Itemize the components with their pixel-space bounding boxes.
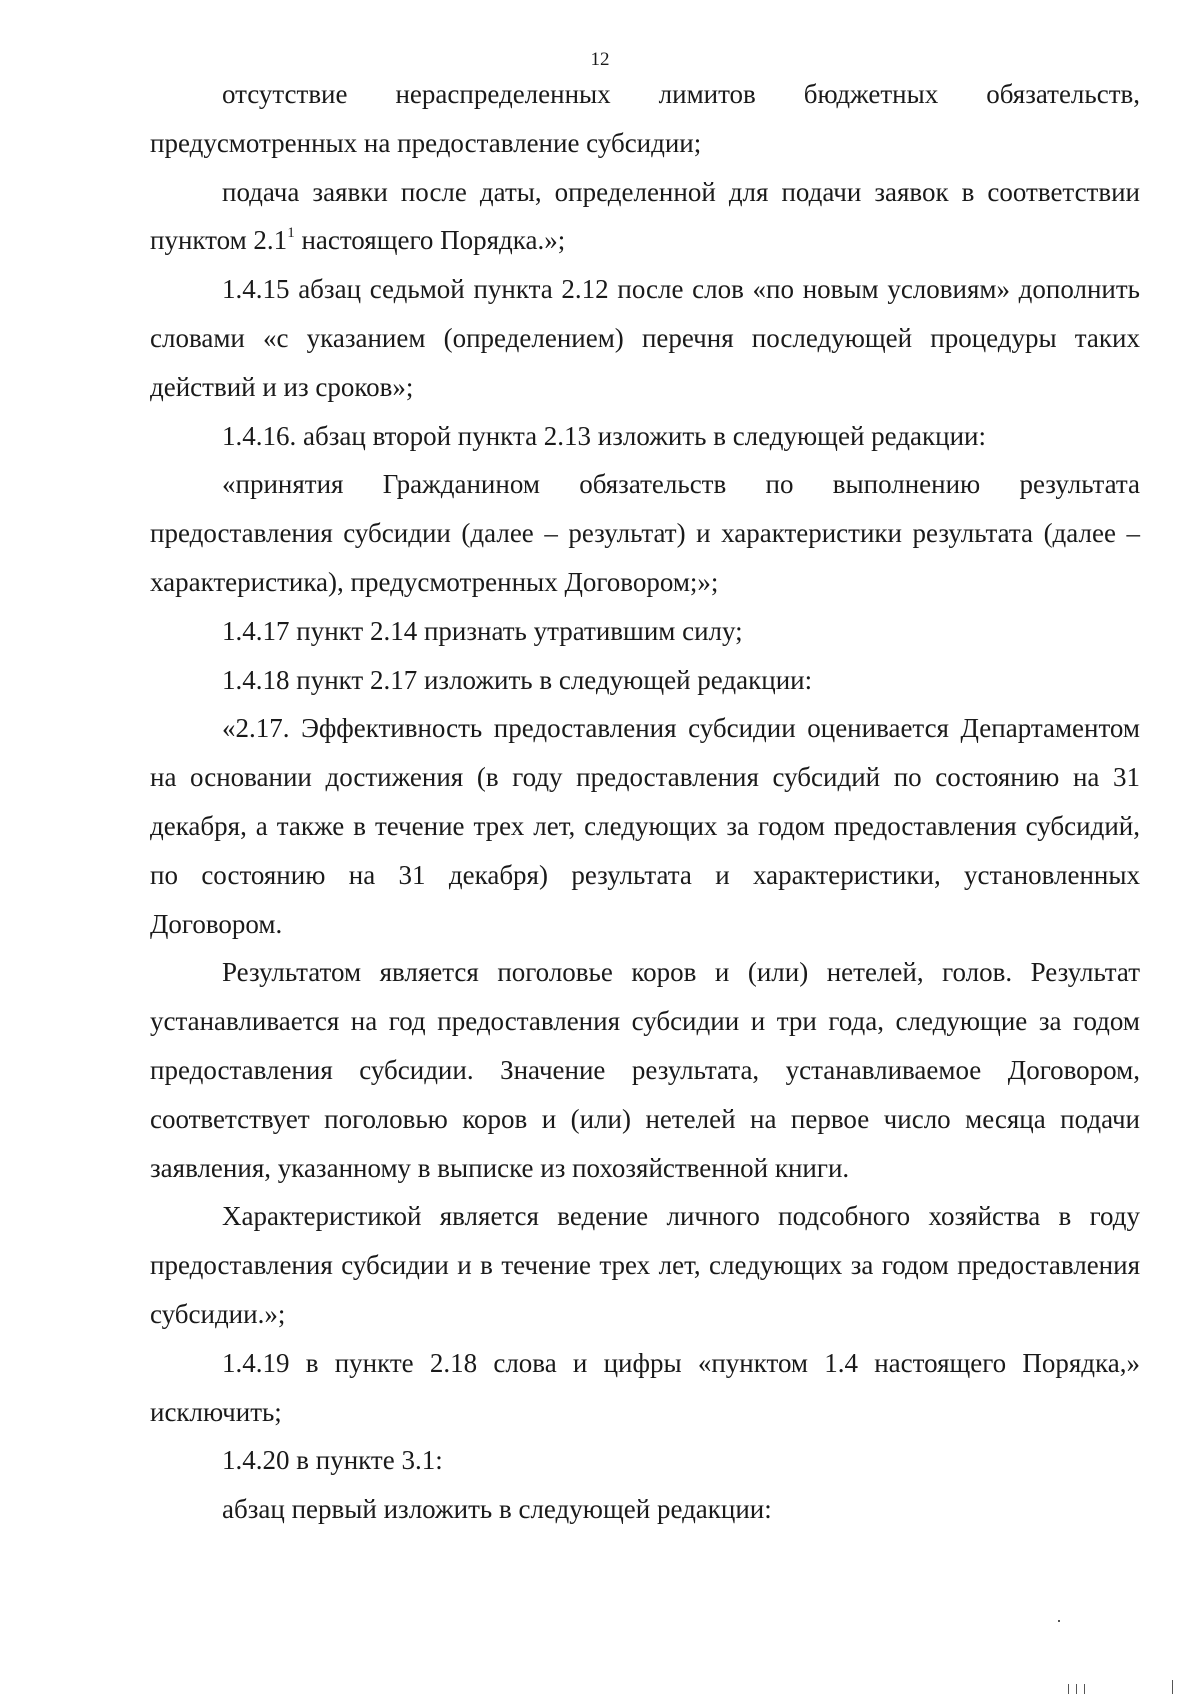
paragraph-2-text: подача заявки после даты, определенной для подачи заявок в соответствии пунктом 2.1: [150, 176, 1140, 256]
scan-artifact: [1084, 1684, 1085, 1694]
paragraph-8: «2.17. Эффективность предоставления субсидии оценивается Департаментом на основании достижения (в году предоставления субсидий по состоянию на 31 декабря, а также в течение трех лет, следующих за годом предоставления субсидий, по состоянию на 31 декабря) результата и характеристики, установленных Договором.: [150, 713, 1140, 939]
paragraph-11: 1.4.19 в пункте 2.18 слова и цифры «пунктом 1.4 настоящего Порядка,» исключить;: [150, 1347, 1140, 1427]
paragraph-7: 1.4.18 пункт 2.17 изложить в следующей редакции:: [222, 664, 813, 695]
paragraph-5: «принятия Гражданином обязательств по выполнению результата предоставления субсидии (далее – результат) и характеристики результата (далее – характеристика), предусмотренных Договором;»;: [150, 469, 1140, 597]
paragraph-3: 1.4.15 абзац седьмой пункта 2.12 после слов «по новым условиям» дополнить словами «с указанием (определением) перечня последующей процедуры таких действий и из сроков»;: [150, 274, 1140, 402]
paragraph-10: Характеристикой является ведение личного подсобного хозяйства в году предоставления субсидии и в течение трех лет, следующих за годом предоставления субсидии.»;: [150, 1201, 1140, 1329]
paragraph-12: 1.4.20 в пункте 3.1:: [222, 1445, 443, 1476]
scan-artifact: [1076, 1684, 1077, 1694]
paragraph-1: отсутствие нераспределенных лимитов бюджетных обязательств, предусмотренных на предоставление субсидии;: [150, 79, 1140, 158]
document-body: [150, 70, 1140, 1534]
paragraph-6: 1.4.17 пункт 2.14 признать утратившим силу;: [222, 615, 743, 646]
scan-artifact: [1058, 1620, 1060, 1622]
paragraph-13: абзац первый изложить в следующей редакции:: [222, 1494, 772, 1525]
paragraph-4: 1.4.16. абзац второй пункта 2.13 изложить в следующей редакции:: [222, 420, 986, 451]
paragraph-2: [150, 168, 1140, 266]
paragraph-2-tail: настоящего Порядка.»;: [294, 225, 566, 256]
scan-artifact: [1172, 1680, 1173, 1694]
superscript-reference: 1: [287, 225, 295, 242]
scan-artifact: [1068, 1684, 1069, 1694]
paragraph-9: Результатом является поголовье коров и (или) нетелей, голов. Результат устанавливается на год предоставления субсидии и три года, следующие за годом предоставления субсидии. Значение результата, устанавливаемое Договором, соответствует поголовью коров и (или) нетелей на первое число месяца подачи заявления, указанному в выписке из похозяйственной книги.: [150, 957, 1140, 1183]
page-number: 12: [590, 49, 610, 70]
